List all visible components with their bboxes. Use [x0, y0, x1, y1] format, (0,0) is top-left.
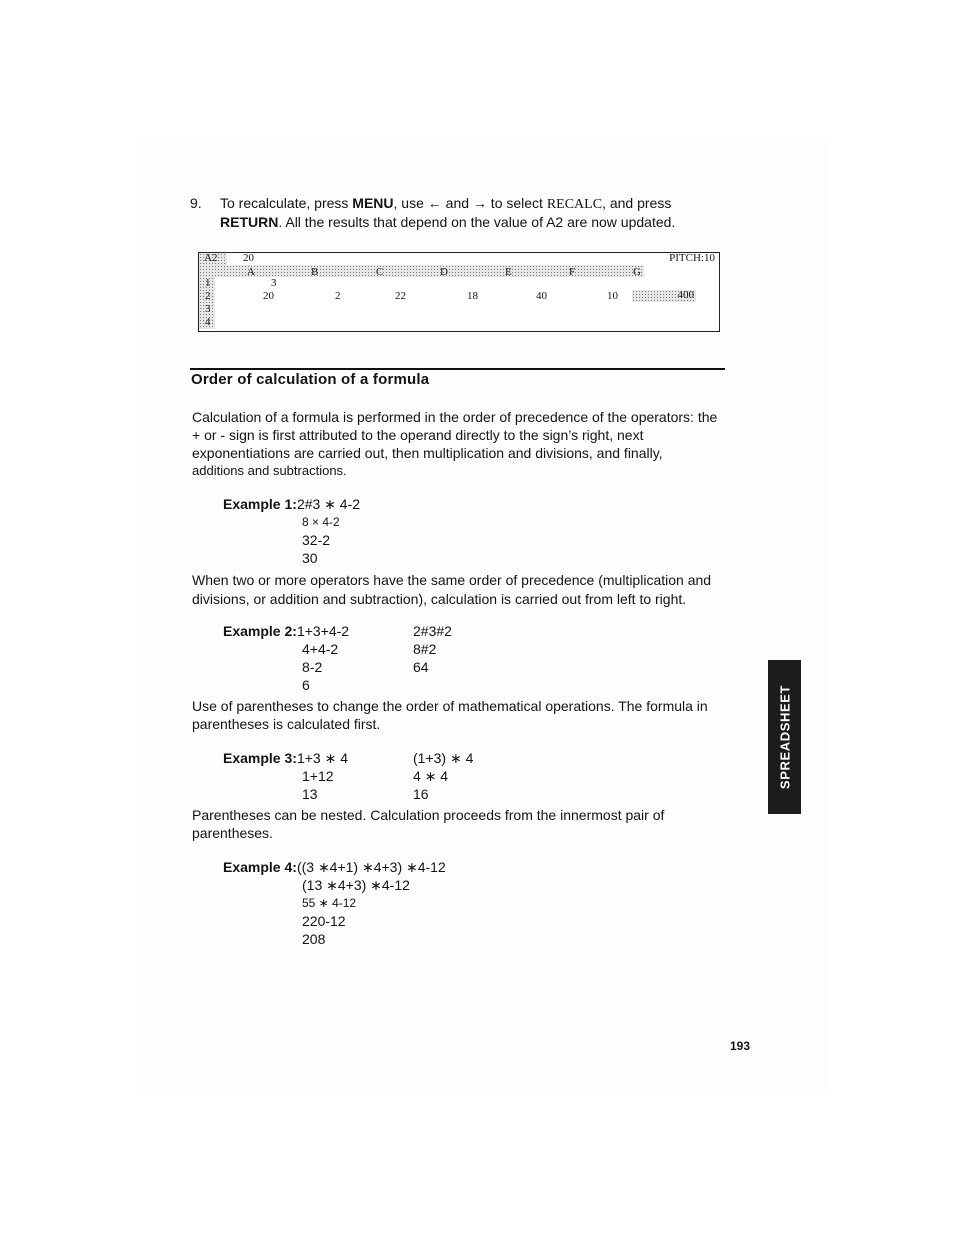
example-1 [223, 495, 360, 513]
formula-step: (13 ∗4+3) ∗4-12 [302, 877, 410, 893]
page-number: 193 [730, 1039, 751, 1053]
menu-key: MENU [352, 195, 394, 211]
paragraph-line: Calculation of a formula is performed in the order of precedence of the operators: the [192, 409, 718, 425]
cell-g2: 400 [677, 289, 694, 301]
cell-a1: 3 [271, 277, 277, 289]
paragraph-line: Parentheses can be nested. Calculation proceeds from the innermost pair of [192, 807, 665, 823]
column-header-bar [199, 265, 644, 277]
step-line-1 [220, 194, 671, 214]
formula: ((3 ∗4+1) ∗4+3) ∗4-12 [296, 859, 446, 875]
paragraph-line: parentheses is calculated first. [192, 716, 381, 732]
step-line-2 [220, 213, 675, 231]
column-header: D [440, 266, 448, 278]
row-header: 1 [205, 277, 211, 289]
paragraph-line: exponentiations are carried out, then multiplication and divisions, and finally, [192, 445, 663, 461]
column-header: E [505, 266, 512, 278]
section-rule [190, 368, 725, 370]
paragraph-line: When two or more operators have the same order of precedence (multiplication and [192, 572, 712, 588]
formula: 2#3 ∗ 4-2 [296, 496, 361, 512]
cell-c2: 22 [395, 290, 406, 302]
cell-f2: 10 [607, 290, 618, 302]
cell-entry: 20 [243, 252, 254, 264]
step-text: , and press [602, 195, 672, 211]
row-header: 4 [205, 316, 211, 328]
column-header: G [633, 266, 641, 278]
cell-b2: 2 [335, 290, 341, 302]
formula: 1+3+4-2 [296, 623, 350, 639]
formula-step: 8#2 [413, 641, 437, 657]
formula-step: 8-2 [302, 659, 323, 675]
formula-result: 6 [302, 677, 310, 693]
step-text: . All the results that depend on the value of A2 are now updated. [278, 214, 676, 230]
formula-step: 4 ∗ 4 [413, 768, 449, 784]
example-2 [223, 622, 349, 640]
example-4 [223, 858, 446, 876]
paragraph-line: parentheses. [192, 825, 273, 841]
column-header: F [569, 266, 576, 278]
formula-step: 32-2 [302, 532, 331, 548]
step-text: , use ← and → to select [393, 195, 547, 211]
formula-step: 1+12 [302, 768, 334, 784]
formula-step: 55 ∗ 4-12 [302, 896, 357, 910]
cell-e2: 40 [536, 290, 547, 302]
pitch-indicator: PITCH:10 [669, 252, 715, 264]
row-header: 2 [205, 290, 211, 302]
formula-step: 4+4-2 [302, 641, 339, 657]
example-label: Example 3: [223, 750, 297, 766]
section-tab-label: SPREADSHEET [777, 684, 792, 790]
spreadsheet-screen [198, 252, 720, 332]
example-label: Example 2: [223, 623, 297, 639]
column-header: A [247, 266, 255, 278]
section-title: Order of calculation of a formula [191, 371, 430, 388]
recalc-command: RECALC [546, 197, 603, 212]
example-label: Example 1: [223, 496, 297, 512]
paragraph-line: Use of parentheses to change the order of mathematical operations. The formula in [192, 698, 708, 714]
formula-step: 8 × 4-2 [302, 515, 340, 529]
cell-a2: 20 [263, 290, 274, 302]
cell-d2: 18 [467, 290, 478, 302]
example-label: Example 4: [223, 859, 297, 875]
example-3 [223, 749, 348, 767]
formula: 2#3#2 [413, 623, 452, 639]
row-header: 3 [205, 303, 211, 315]
formula-result: 30 [302, 550, 318, 566]
formula-step: 220-12 [302, 913, 346, 929]
formula-result: 64 [413, 659, 429, 675]
paragraph-line: additions and subtractions. [192, 463, 347, 478]
return-key: RETURN [220, 214, 279, 230]
formula-result: 13 [302, 786, 318, 802]
formula-result: 208 [302, 931, 326, 947]
paragraph-line: + or - sign is first attributed to the operand directly to the sign’s right, next [192, 427, 644, 443]
section-tab [768, 660, 801, 814]
paragraph-line: divisions, or addition and subtraction), calculation is carried out from left to right. [192, 591, 687, 607]
cell-g2-highlight [632, 290, 696, 302]
cell-reference: A2 [199, 253, 227, 265]
formula: 1+3 ∗ 4 [296, 750, 348, 766]
column-header: C [376, 266, 384, 278]
formula: (1+3) ∗ 4 [413, 750, 474, 766]
step-text: To recalculate, press [220, 195, 353, 211]
formula-result: 16 [413, 786, 429, 802]
step-number: 9. [190, 195, 202, 211]
column-header: B [311, 266, 319, 278]
